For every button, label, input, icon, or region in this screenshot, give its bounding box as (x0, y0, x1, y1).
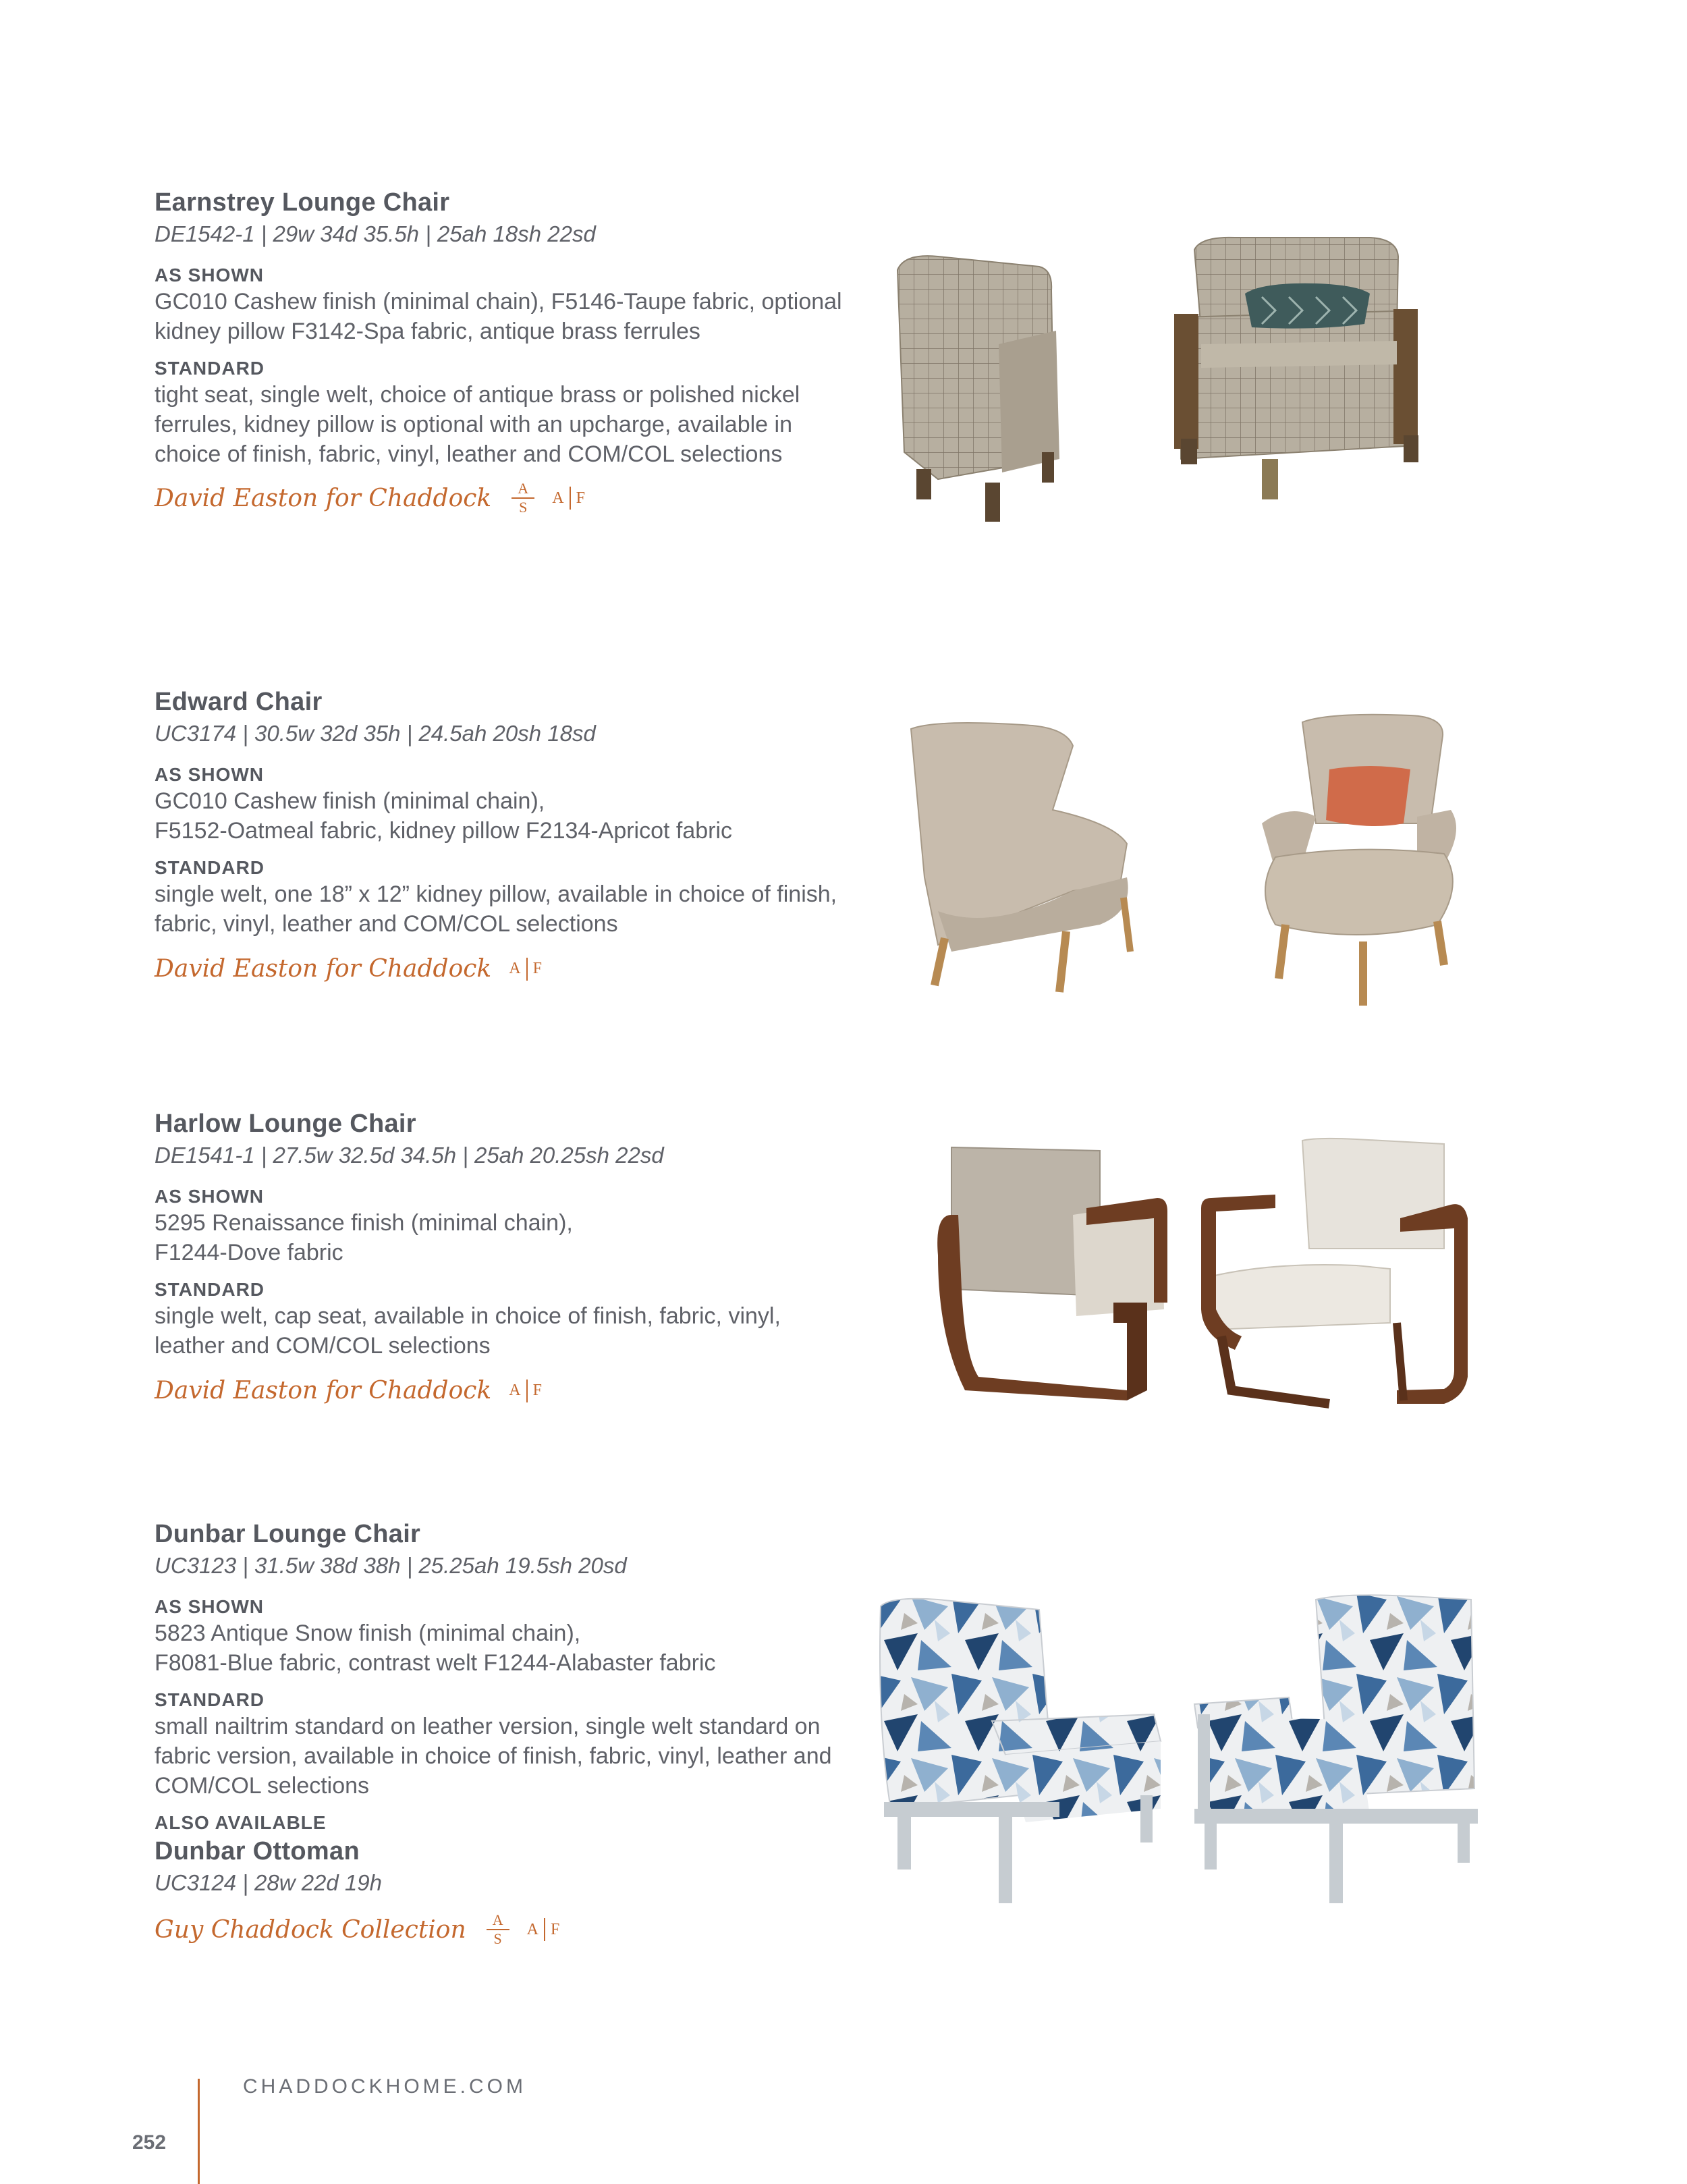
product-title: Dunbar Lounge Chair (155, 1520, 421, 1548)
as-shown-label: AS SHOWN (155, 1186, 264, 1207)
page-number: 252 (132, 2131, 167, 2154)
standard-text: single welt, one 18” x 12” kidney pillow, available in choice of finish, fabric, vinyl, leather and COM/COL selections (155, 881, 837, 937)
as-shown-label: AS SHOWN (155, 1596, 264, 1617)
designer-name: Guy Chaddock Collection (155, 1915, 466, 1944)
designer-signature (155, 1377, 863, 1404)
standard-label: STANDARD (155, 358, 265, 379)
af-mark-icon: A F (552, 487, 585, 510)
as-shown-text-line1: GC010 Cashew finish (minimal chain), (155, 788, 545, 814)
product-harlow (155, 1107, 863, 1404)
as-shown-text-line1: 5295 Renaissance finish (minimal chain), (155, 1210, 573, 1236)
product-title: Earnstrey Lounge Chair (155, 188, 450, 217)
website-url[interactable]: CHADDOCKHOME.COM (243, 2075, 527, 2098)
product-spec: DE1541-1 | 27.5w 32.5d 34.5h | 25ah 20.25sh 22sd (155, 1143, 664, 1168)
product-dunbar (155, 1517, 863, 1946)
footer-divider (198, 2079, 200, 2184)
as-mark-icon: A S (487, 1913, 509, 1946)
as-shown-text-line2: F1244-Dove fabric (155, 1240, 343, 1265)
standard-text: single welt, cap seat, available in choice of finish, fabric, vinyl, leather and COM/COL selections (155, 1303, 781, 1359)
designer-signature (155, 1913, 863, 1946)
product-edward (155, 685, 863, 983)
product-spec: DE1542-1 | 29w 34d 35.5h | 25ah 18sh 22sd (155, 221, 596, 246)
standard-label: STANDARD (155, 1279, 265, 1300)
standard-text: small nailtrim standard on leather version, single welt standard on fabric version, available in choice of finish, fabric, vinyl, leather and COM/COL selections (155, 1714, 832, 1799)
also-available-label: ALSO AVAILABLE (155, 1812, 327, 1833)
as-shown-label: AS SHOWN (155, 764, 264, 785)
product-title: Edward Chair (155, 688, 323, 716)
standard-text: tight seat, single welt, choice of antique brass or polished nickel ferrules, kidney pillow is optional with an upcharge, available in choice of finish, fabric, vinyl, leather and COM/COL selections (155, 382, 800, 467)
earnstrey-chair-image (884, 229, 1491, 540)
product-earnstrey (155, 186, 863, 515)
designer-name: David Easton for Chaddock (155, 484, 492, 512)
af-mark-icon: A F (509, 1380, 542, 1402)
dunbar-chair-image (870, 1593, 1498, 1917)
designer-signature (155, 481, 863, 515)
as-shown-text-line2: F5152-Oatmeal fabric, kidney pillow F2134-Apricot fabric (155, 818, 733, 844)
edward-chair-image (897, 709, 1505, 1033)
product-title: Harlow Lounge Chair (155, 1110, 416, 1138)
product-spec: UC3174 | 30.5w 32d 35h | 24.5ah 20sh 18sd (155, 721, 596, 746)
as-shown-text: GC010 Cashew finish (minimal chain), F5146-Taupe fabric, optional kidney pillow F3142-Spa fabric, antique brass ferrules (155, 289, 842, 344)
designer-name: David Easton for Chaddock (155, 1377, 492, 1404)
af-mark-icon: A F (527, 1918, 560, 1941)
af-mark-icon: A F (509, 958, 542, 981)
designer-signature (155, 955, 863, 983)
ottoman-title: Dunbar Ottoman (155, 1837, 360, 1865)
product-spec: UC3123 | 31.5w 38d 38h | 25.25ah 19.5sh 20sd (155, 1553, 627, 1578)
standard-label: STANDARD (155, 1689, 265, 1710)
as-mark-icon: A S (511, 481, 534, 515)
as-shown-text-line1: 5823 Antique Snow finish (minimal chain), (155, 1620, 581, 1646)
standard-label: STANDARD (155, 857, 265, 878)
harlow-chair-image (924, 1134, 1485, 1424)
ottoman-spec: UC3124 | 28w 22d 19h (155, 1870, 382, 1895)
as-shown-label: AS SHOWN (155, 265, 264, 285)
as-shown-text-line2: F8081-Blue fabric, contrast welt F1244-Alabaster fabric (155, 1650, 716, 1676)
designer-name: David Easton for Chaddock (155, 955, 492, 983)
